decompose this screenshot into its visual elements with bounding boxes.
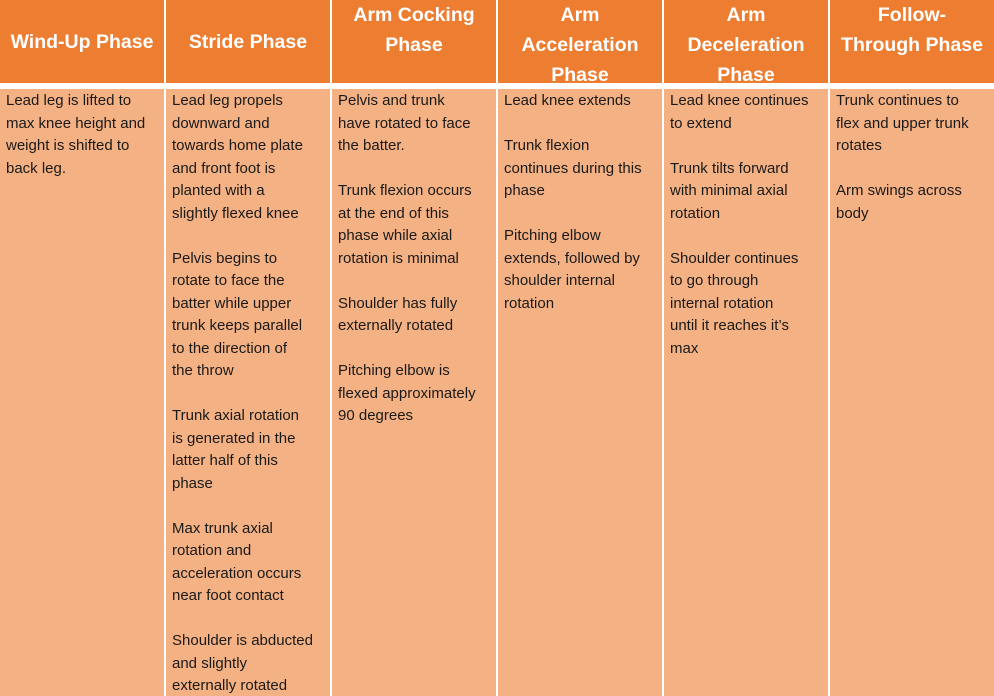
header-arm-cocking-line-1: Arm Cocking	[353, 4, 475, 26]
follow-through-paragraph: Trunk continues to flex and upper trunk rotates	[836, 92, 969, 154]
follow-through-paragraph: Arm swings across body	[836, 182, 962, 222]
header-arm-acceleration-line-3: Phase	[551, 64, 609, 83]
arm-cocking-paragraph: Pelvis and trunk have rotated to face the batter.	[338, 92, 471, 154]
wind-up-paragraph: Lead leg is lifted to max knee height and weight is shifted to back leg.	[6, 92, 146, 177]
arm-acceleration-paragraph: Lead knee extends	[504, 92, 631, 109]
header-follow-through-line-2: Through Phase	[841, 34, 983, 56]
header-arm-cocking-phase	[332, 0, 496, 83]
header-arm-deceleration-line-3: Phase	[717, 64, 775, 83]
arm-deceleration-paragraph: Lead knee continues to extend	[670, 92, 809, 132]
header-arm-deceleration-line-2: Deceleration	[687, 34, 805, 56]
cell-arm-acceleration-phase	[498, 89, 662, 696]
cell-follow-through-phase	[830, 89, 994, 696]
cell-wind-up-phase	[0, 89, 164, 696]
header-arm-acceleration-phase	[498, 0, 662, 83]
header-arm-deceleration-phase	[664, 0, 828, 83]
stride-paragraph: Trunk axial rotation is generated in the latter half of this phase	[172, 407, 300, 492]
header-arm-acceleration-line-2: Acceleration	[521, 34, 639, 56]
header-arm-deceleration-line-1: Arm	[726, 4, 766, 26]
header-stride-line-1: Stride Phase	[188, 30, 308, 53]
arm-acceleration-paragraph: Trunk flexion continues during this phase	[504, 137, 642, 199]
arm-deceleration-paragraph: Trunk tilts forward with minimal axial rotation	[670, 159, 789, 222]
header-arm-acceleration-line-1: Arm	[560, 4, 600, 26]
stride-paragraph: Pelvis begins to rotate to face the batter while upper trunk keeps parallel to the direction of the throw	[172, 249, 303, 379]
body-row	[0, 89, 994, 696]
arm-acceleration-paragraph: Pitching elbow extends, followed by shoulder internal rotation	[504, 227, 640, 312]
arm-cocking-paragraph: Shoulder has fully externally rotated	[338, 294, 458, 334]
header-row	[0, 0, 994, 83]
cell-stride-phase	[166, 89, 330, 696]
cell-arm-deceleration-phase	[664, 89, 828, 696]
stride-paragraph: Max trunk axial rotation and acceleration occurs near foot contact	[172, 519, 302, 604]
stride-paragraph: Lead leg propels downward and towards home plate and front foot is planted with a slightly flexed knee	[172, 92, 303, 222]
arm-cocking-paragraph: Pitching elbow is flexed approximately 90 degrees	[338, 362, 476, 424]
header-wind-up-line-1: Wind-Up Phase	[10, 30, 154, 53]
arm-cocking-paragraph: Trunk flexion occurs at the end of this phase while axial rotation is minimal	[338, 182, 472, 267]
header-wind-up-phase	[0, 0, 164, 83]
arm-deceleration-paragraph: Shoulder continues to go through internal rotation until it reaches it’s max	[670, 249, 799, 357]
header-stride-phase	[166, 0, 330, 83]
cell-arm-cocking-phase	[332, 89, 496, 696]
header-follow-through-phase	[830, 0, 994, 83]
stride-paragraph: Shoulder is abducted and slightly externally rotated	[172, 632, 313, 694]
header-follow-through-line-1: Follow-	[877, 4, 947, 26]
header-arm-cocking-line-2: Phase	[385, 34, 443, 56]
